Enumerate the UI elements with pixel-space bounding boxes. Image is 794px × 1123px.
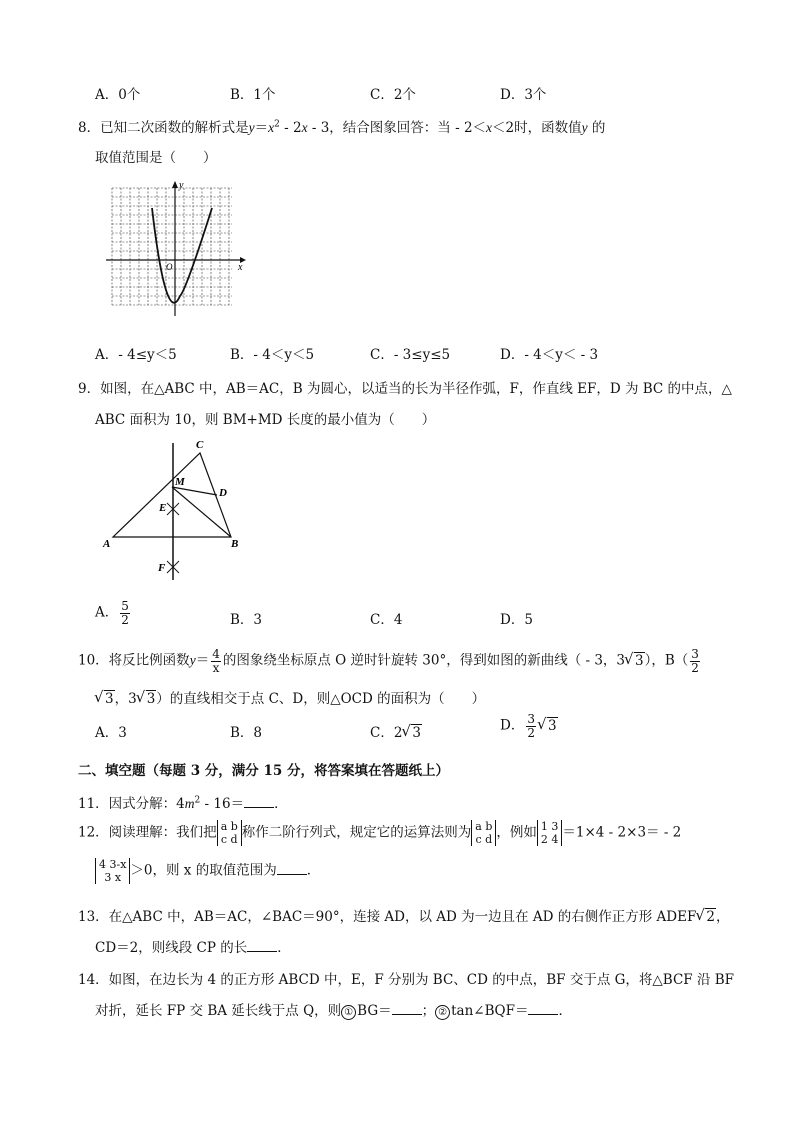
determinant-1: a b c d: [217, 820, 242, 846]
determinant-3: 1 3 2 4: [537, 820, 563, 846]
q7-option-c: C．2个: [370, 87, 416, 103]
q14-answer-blank-2: [528, 1002, 558, 1015]
triangle-abc: [113, 453, 231, 537]
q7-option-b: B．1个: [230, 87, 276, 103]
q8-option-c: C．- 3≤y≤5: [370, 347, 451, 363]
q14-stem-line1: 14．如图，在边长为 4 的正方形 ABCD 中，E，F 分别为 BC、CD 的中点，BF 交于点 G，将△BCF 沿 BF: [78, 972, 735, 988]
section-2-heading: 二、填空题（每题 3 分，满分 15 分，将答案填在答题纸上）: [78, 763, 449, 779]
q13-stem-line2: CD＝2，则线段 CP 的长 ．: [95, 940, 291, 956]
label-e: E: [159, 502, 167, 514]
q8-option-a: A．- 4≤y＜5: [95, 347, 177, 363]
q11-stem: 11．因式分解：$4m^2 - 16=$ ．: [78, 795, 288, 812]
q14-answer-blank-1: [392, 1002, 422, 1015]
determinant-2: a b c d: [471, 820, 496, 846]
q10-stem-line2: √ 3，3√ 3）的直线相交于点 C、D，则△OCD 的面积为（ ）: [95, 687, 485, 707]
q10-stem-line1: 10．将反比例函数y＝ $\frac{4}{x}$ 的图象绕坐标原点 O 逆时针旋转 30°，得到如图的新曲线（ - 3，3√ 3），B（ $\frac{3}{2}$: [78, 648, 702, 674]
graph-y-label: y: [179, 180, 184, 191]
q12-stem-line1: 12．阅读理解：我们把 a b c d 称作二阶行列式，规定它的运算法则为 a b c d ，例如 1 3 2 4 ＝1×4 - 2×3＝ - 2: [78, 820, 682, 847]
q12-stem-line2: 4 3-x 3 x ＞0，则 x 的取值范围为 ．: [95, 858, 320, 884]
q7-option-d: D．3个: [500, 87, 547, 103]
q13-stem-line1: 13．在△ABC 中，AB＝AC，∠BAC＝90°，连接 AD，以 AD 为一边且在 AD 的右侧作正方形 ADEF√ 2，: [78, 905, 729, 925]
label-b: B: [231, 538, 239, 550]
q8-option-b: B．- 4＜y＜5: [230, 347, 315, 363]
q9-option-c: C．4: [370, 612, 403, 628]
determinant-4: 4 3-x 3 x: [95, 858, 130, 884]
label-c: C: [196, 439, 204, 451]
circled-2: ②: [435, 1005, 450, 1020]
q9-triangle-figure: [95, 435, 255, 590]
q8-option-d: D．- 4＜y＜ - 3: [500, 347, 599, 363]
label-a: A: [103, 538, 111, 550]
q10-option-a: A．3: [95, 725, 127, 741]
q9-option-a: A． $\frac{5}{2}$: [95, 599, 129, 627]
label-d: D: [219, 487, 227, 499]
q8-stem-line1: 8．已知二次函数的解析式是$y=x^2 - 2x - 3$，结合图象回答：当 - 2＜x＜2时，函数值y 的: [78, 119, 606, 136]
q9-stem-line2: ABC 面积为 10，则 BM+MD 长度的最小值为（ ）: [95, 412, 436, 428]
label-m: M: [175, 476, 185, 488]
graph-x-label: x: [238, 262, 243, 273]
circled-1: ①: [341, 1005, 356, 1020]
q14-stem-line2: 对折，延长 FP 交 BA 延长线于点 Q，则 ① BG＝ ； ② tan∠BQF＝ ．: [95, 1003, 572, 1019]
q10-option-b: B．8: [230, 725, 263, 741]
q8-stem-line2: 取值范围是（ ）: [95, 150, 217, 166]
q9-option-b: B．3: [230, 612, 263, 628]
q9-option-d: D．5: [500, 612, 533, 628]
q13-answer-blank: [247, 939, 277, 952]
graph-origin-label: O: [166, 262, 173, 272]
label-f: F: [158, 562, 166, 574]
q7-option-a: A．0个: [95, 87, 141, 103]
q8-parabola-graph: [100, 178, 250, 318]
q9-stem-line1: 9．如图，在△ABC 中，AB＝AC，B 为圆心，以适当的长为半径作弧，F，作直线 EF，D 为 BC 的中点，△: [78, 381, 732, 397]
q10-option-c: C．2√ 3: [370, 721, 422, 741]
parabola-curve: [152, 208, 212, 303]
q11-answer-blank: [244, 795, 274, 808]
q10-option-d: D． $\frac{3}{2}$ √ 3: [500, 713, 558, 739]
q12-answer-blank: [277, 862, 307, 875]
